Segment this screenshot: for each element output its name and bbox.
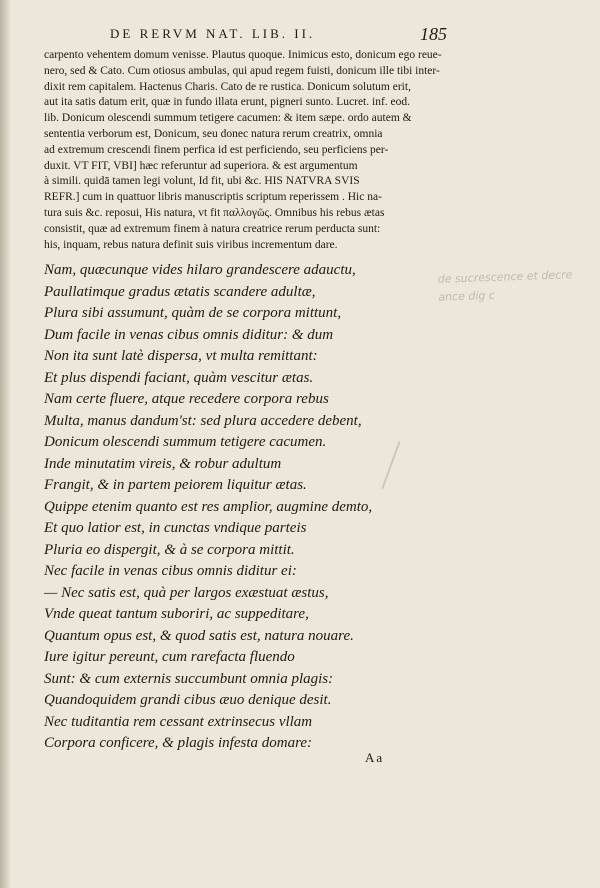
- verse-block: [44, 260, 484, 755]
- commentary-line: tura suis &c. reposui, His natura, vt fit παλλογῶς. Omnibus his rebus ætas: [44, 206, 385, 219]
- commentary-line: duxit. VT FIT, VBI] hæc referuntur ad superiora. & est argumentum: [44, 159, 358, 172]
- verse-line: Plura sibi assumunt, quàm de se corpora mittunt,: [44, 305, 342, 321]
- verse-line: Nam, quæcunque vides hilaro grandescere adauctu,: [44, 262, 356, 278]
- verse-line: Pluria eo dispergit, & à se corpora mittit.: [44, 541, 295, 558]
- verse-line: Multa, manus dandum'st: sed plura accedere debent,: [44, 412, 362, 429]
- verse-line: Nec tuditantia rem cessant extrinsecus vllam: [44, 713, 313, 730]
- commentary-line: REFR.] cum in quattuor libris manuscriptis scriptum reperissem . Hic na-: [44, 191, 382, 204]
- verse-line: Iure igitur pereunt, cum rarefacta fluendo: [44, 649, 295, 665]
- verse-line: Et quo latior est, in cunctas vndique parteis: [44, 520, 307, 536]
- verse-line: Nam certe fluere, atque recedere corpora rebus: [44, 391, 329, 407]
- commentary-line: sententia verborum est, Donicum, seu donec natura rerum creatrix, omnia: [44, 127, 383, 140]
- commentary-line: his, inquam, rebus natura definit suis viribus incrementum dare.: [44, 238, 338, 251]
- page-gutter-shadow: [0, 0, 10, 888]
- commentary-line: nero, sed & Cato. Cum otiosus ambulas, qui apud regem fuisti, donicum ille tibi inter-: [44, 64, 440, 77]
- running-head: DE RERVM NAT. LIB. II.: [110, 26, 316, 41]
- verse-line: Inde minutatim vireis, & robur adultum: [44, 455, 282, 472]
- verse-line: Paullatimque gradus ætatis scandere adultæ,: [44, 283, 316, 300]
- commentary-line: carpento vehentem domum venisse. Plautus quoque. Inimicus esto, donicum ego reue-: [44, 49, 442, 61]
- page-number: 185: [420, 24, 447, 44]
- handwritten-margin-note: [437, 265, 598, 307]
- signature-mark: Aa: [365, 750, 385, 765]
- verse-line: Vnde queat tantum suboriri, ac suppeditare,: [44, 606, 309, 622]
- verse-line: Non ita sunt latè dispersa, vt multa remittant:: [44, 348, 318, 364]
- verse-line: Quippe etenim quanto est res amplior, augmine demto,: [44, 498, 373, 515]
- verse-line: Nec facile in venas cibus omnis diditur ei:: [44, 563, 297, 579]
- commentary-line: ad extremum crescendi finem perfica id est perficiendo, seu perficiens per-: [44, 143, 389, 156]
- commentary-line: lib. Donicum olescendi summum tetigere cacumen: & item sæpe. ordo autem &: [44, 112, 412, 125]
- verse-line: Dum facile in venas cibus omnis diditur: & dum: [44, 326, 334, 343]
- verse-line: Donicum olescendi summum tetigere cacumen.: [44, 434, 327, 450]
- verse-line: — Nec satis est, quà per largos exæstuat æstus,: [44, 584, 329, 601]
- commentary-line: aut ita satis datum erit, quæ in fundo illata erunt, pigneri sunto. Lucret. inf. eod.: [44, 96, 411, 109]
- verse-line: Quandoquidem grandi cibus æuo denique desit.: [44, 692, 332, 708]
- commentary-line: à simili. quidā tamen legi volunt, Id fit, ubi &c. HIS NATVRA SVIS: [44, 175, 360, 188]
- verse-line: Frangit, & in partem peiorem liquitur ætas.: [44, 477, 307, 493]
- margin-note-line: de sucrescence et decre: [437, 268, 573, 286]
- verse-line: Sunt: & cum externis succumbunt omnia plagis:: [44, 670, 334, 687]
- commentary-block: [44, 48, 459, 253]
- commentary-line: consistit, quæ ad extremum finem à natura creatrice rerum perducta sunt:: [44, 222, 381, 235]
- verse-line: Et plus dispendi faciant, quàm vescitur ætas.: [44, 369, 314, 386]
- verse-line: Corpora conficere, & plagis infesta domare:: [44, 735, 313, 751]
- commentary-line: dixit rem capitalem. Hactenus Charis. Cato de re rustica. Donicum solutum erit,: [44, 80, 411, 93]
- verse-line: Quantum opus est, & quod satis est, natura nouare.: [44, 627, 354, 644]
- margin-note-line: ance dig c: [438, 288, 496, 304]
